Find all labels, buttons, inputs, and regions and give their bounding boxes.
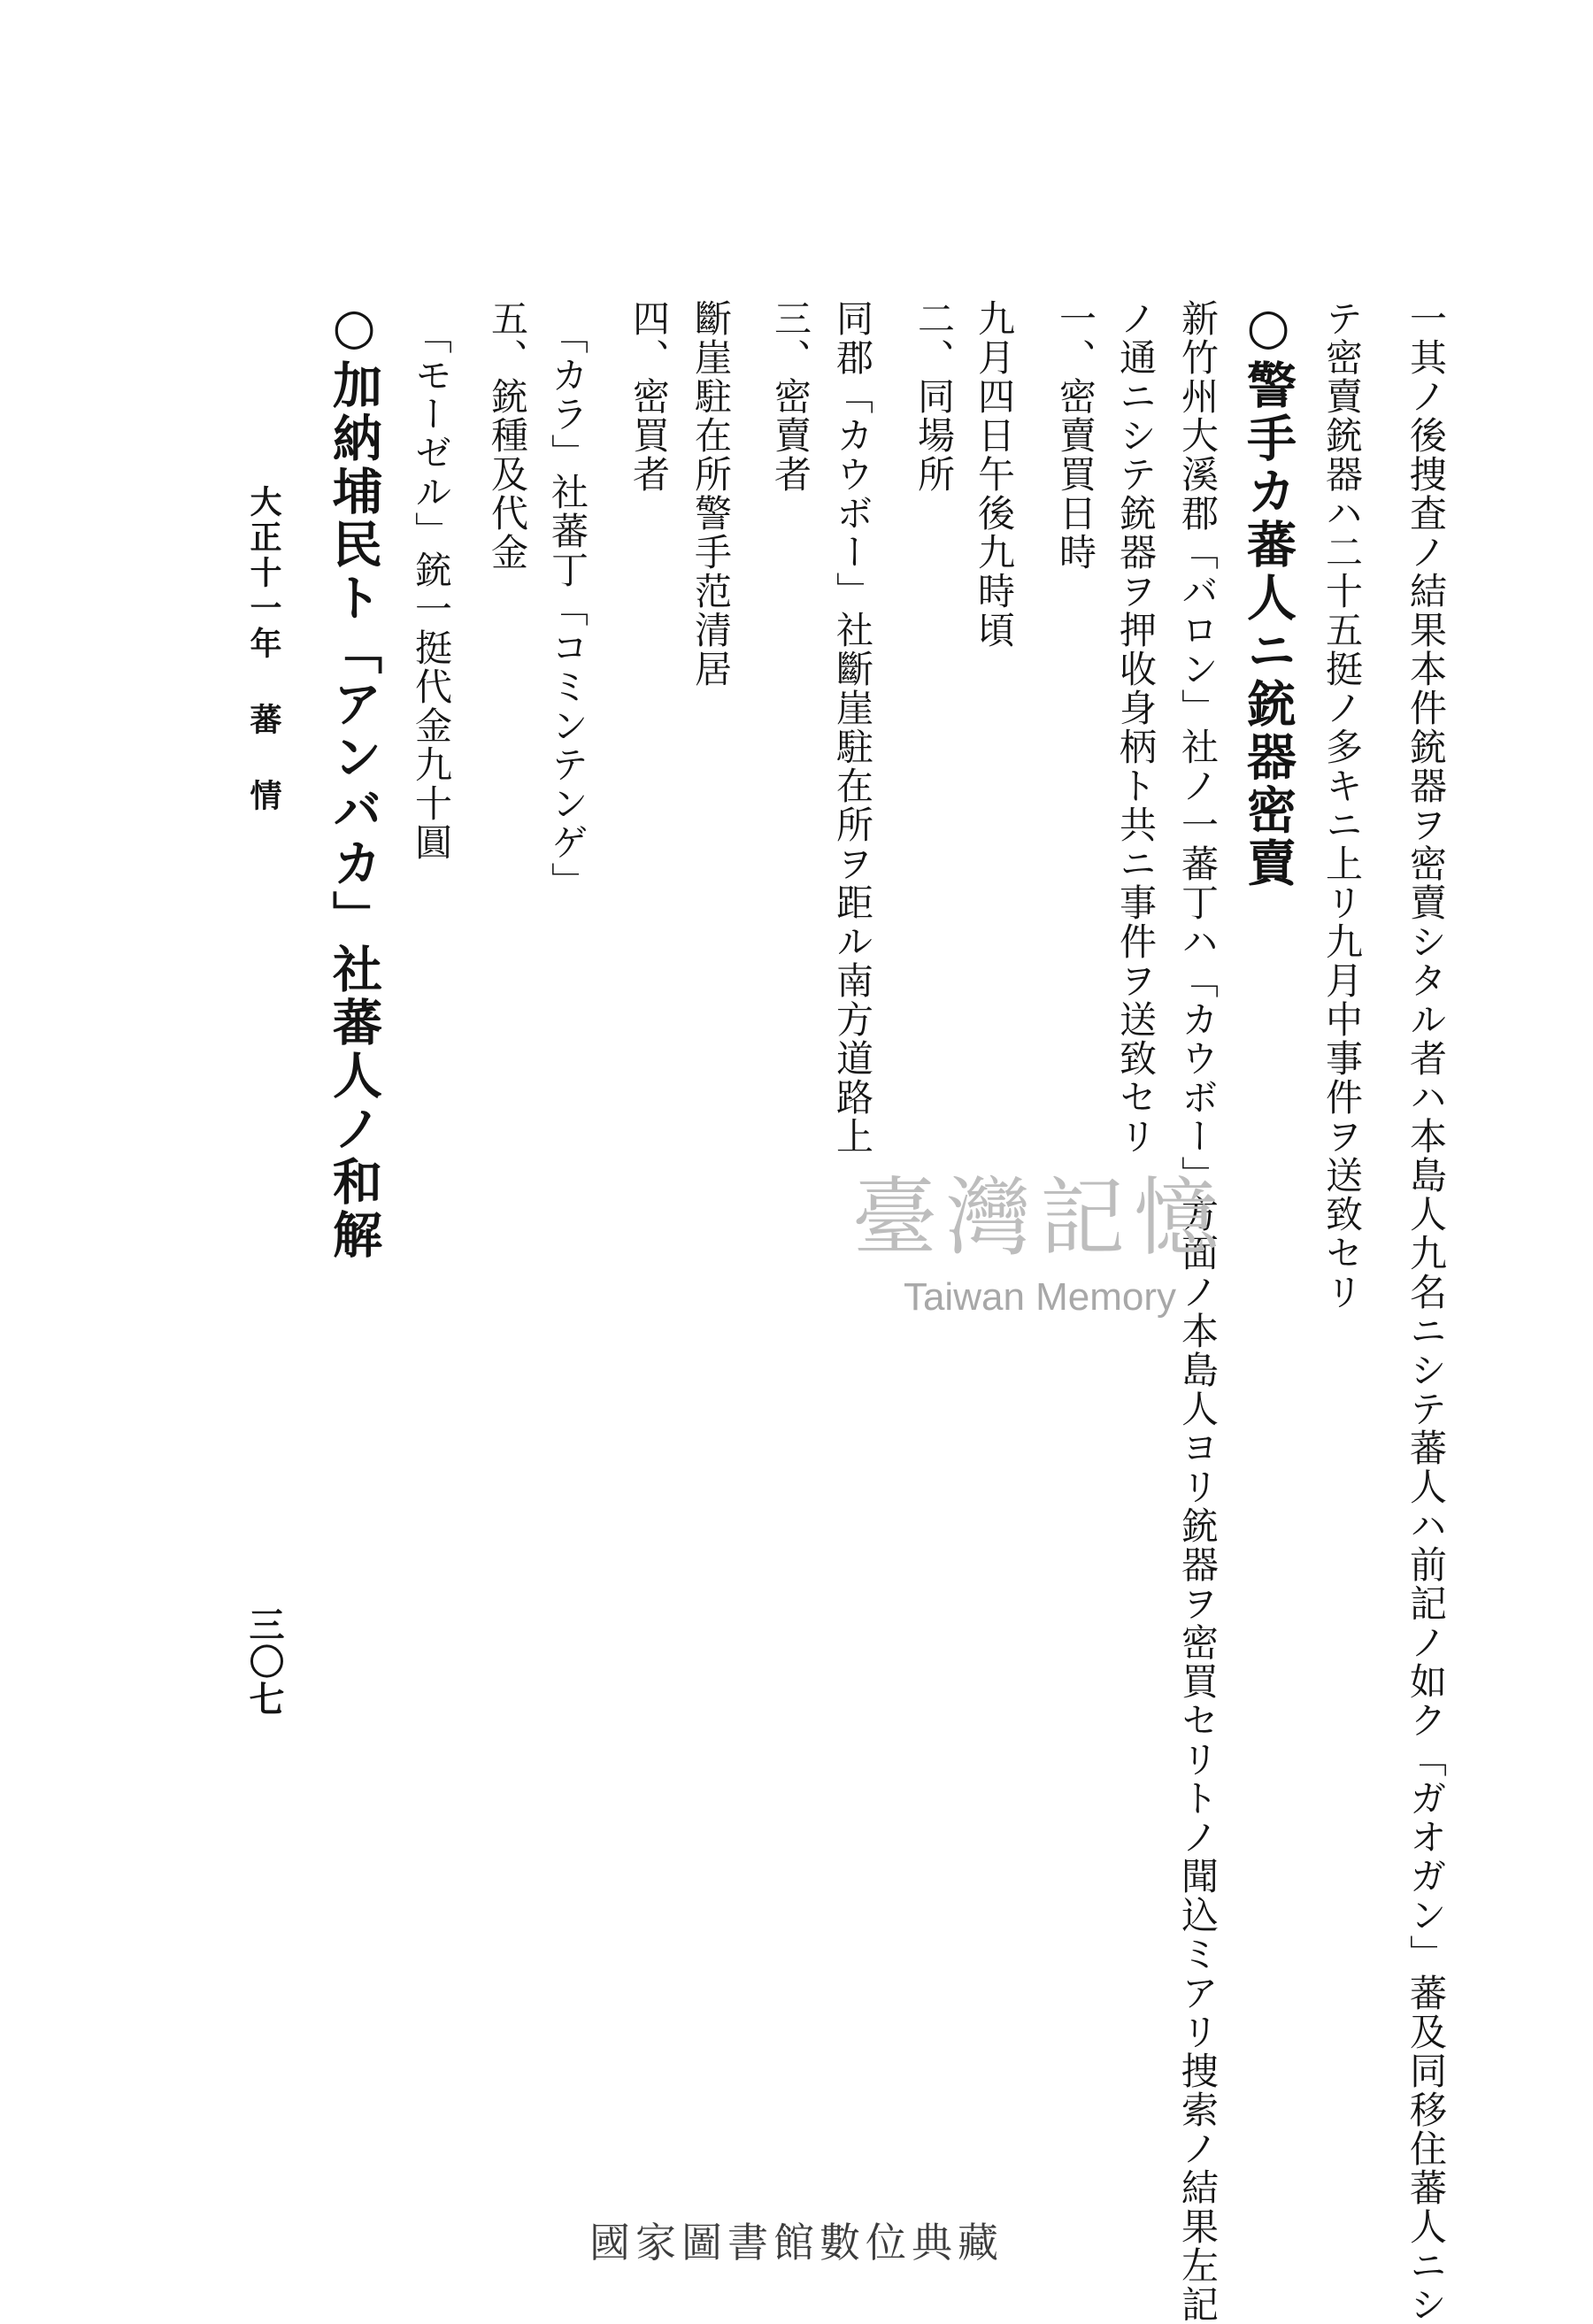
text-column-15: 「モーゼル」銃一挺代金九十圓 (410, 317, 453, 862)
watermark-chinese: 臺灣記憶 (852, 1168, 1227, 1267)
text-column-4: 新竹州大溪郡「バロン」社ノ一蕃丁ハ「カウボー」方面ノ本島人ヨリ銃器ヲ密買セリトノ聞込ミアリ捜索ノ結果左記 (1176, 299, 1220, 2324)
text-column-12: 四、密買者 (627, 299, 671, 494)
running-footer: 大正十一年 蕃 情 (245, 485, 282, 814)
text-column-5: ノ通ニシテ銃器ヲ押收身柄ト共ニ事件ヲ送致セリ (1114, 299, 1158, 1156)
section-heading-1: ○警手カ蕃人ニ銃器密賣 (1239, 297, 1297, 890)
text-column-7: 九月四日午後九時頃 (973, 299, 1016, 650)
library-caption: 國家圖書館數位典藏 (589, 2219, 1004, 2266)
text-column-10: 三、密賣者 (769, 299, 812, 494)
watermark-english: Taiwan Memory (903, 1275, 1177, 1319)
text-column-6: 一、密賣買日時 (1054, 299, 1097, 572)
text-column-13: 「カラ」社蕃丁「コミンテンゲ」 (546, 317, 589, 901)
section-heading-2: ○加納埔民ト「アンバカ」社蕃人ノ和解 (325, 297, 383, 1262)
text-column-2: テ密賣銃器ハ二十五挺ノ多キニ上リ九月中事件ヲ送致セリ (1320, 299, 1364, 1312)
text-column-8: 二、同場所 (912, 299, 956, 494)
page-number: 三〇七 (243, 1606, 285, 1718)
taiwan-memory-watermark (792, 1150, 1288, 1327)
text-column-9: 同郡「カウボー」社斷崖駐在所ヲ距ル南方道路上 (831, 299, 874, 1156)
text-column-14: 五、銃種及代金 (486, 299, 529, 572)
text-column-1: 一其ノ後捜査ノ結果本件銃器ヲ密賣シタル者ハ本島人九名ニシテ蕃人ハ前記ノ如ク「ガオガン」蕃及同移住蕃人ニシ (1404, 299, 1448, 2324)
text-column-11: 斷崖駐在所警手范清居 (689, 299, 733, 689)
